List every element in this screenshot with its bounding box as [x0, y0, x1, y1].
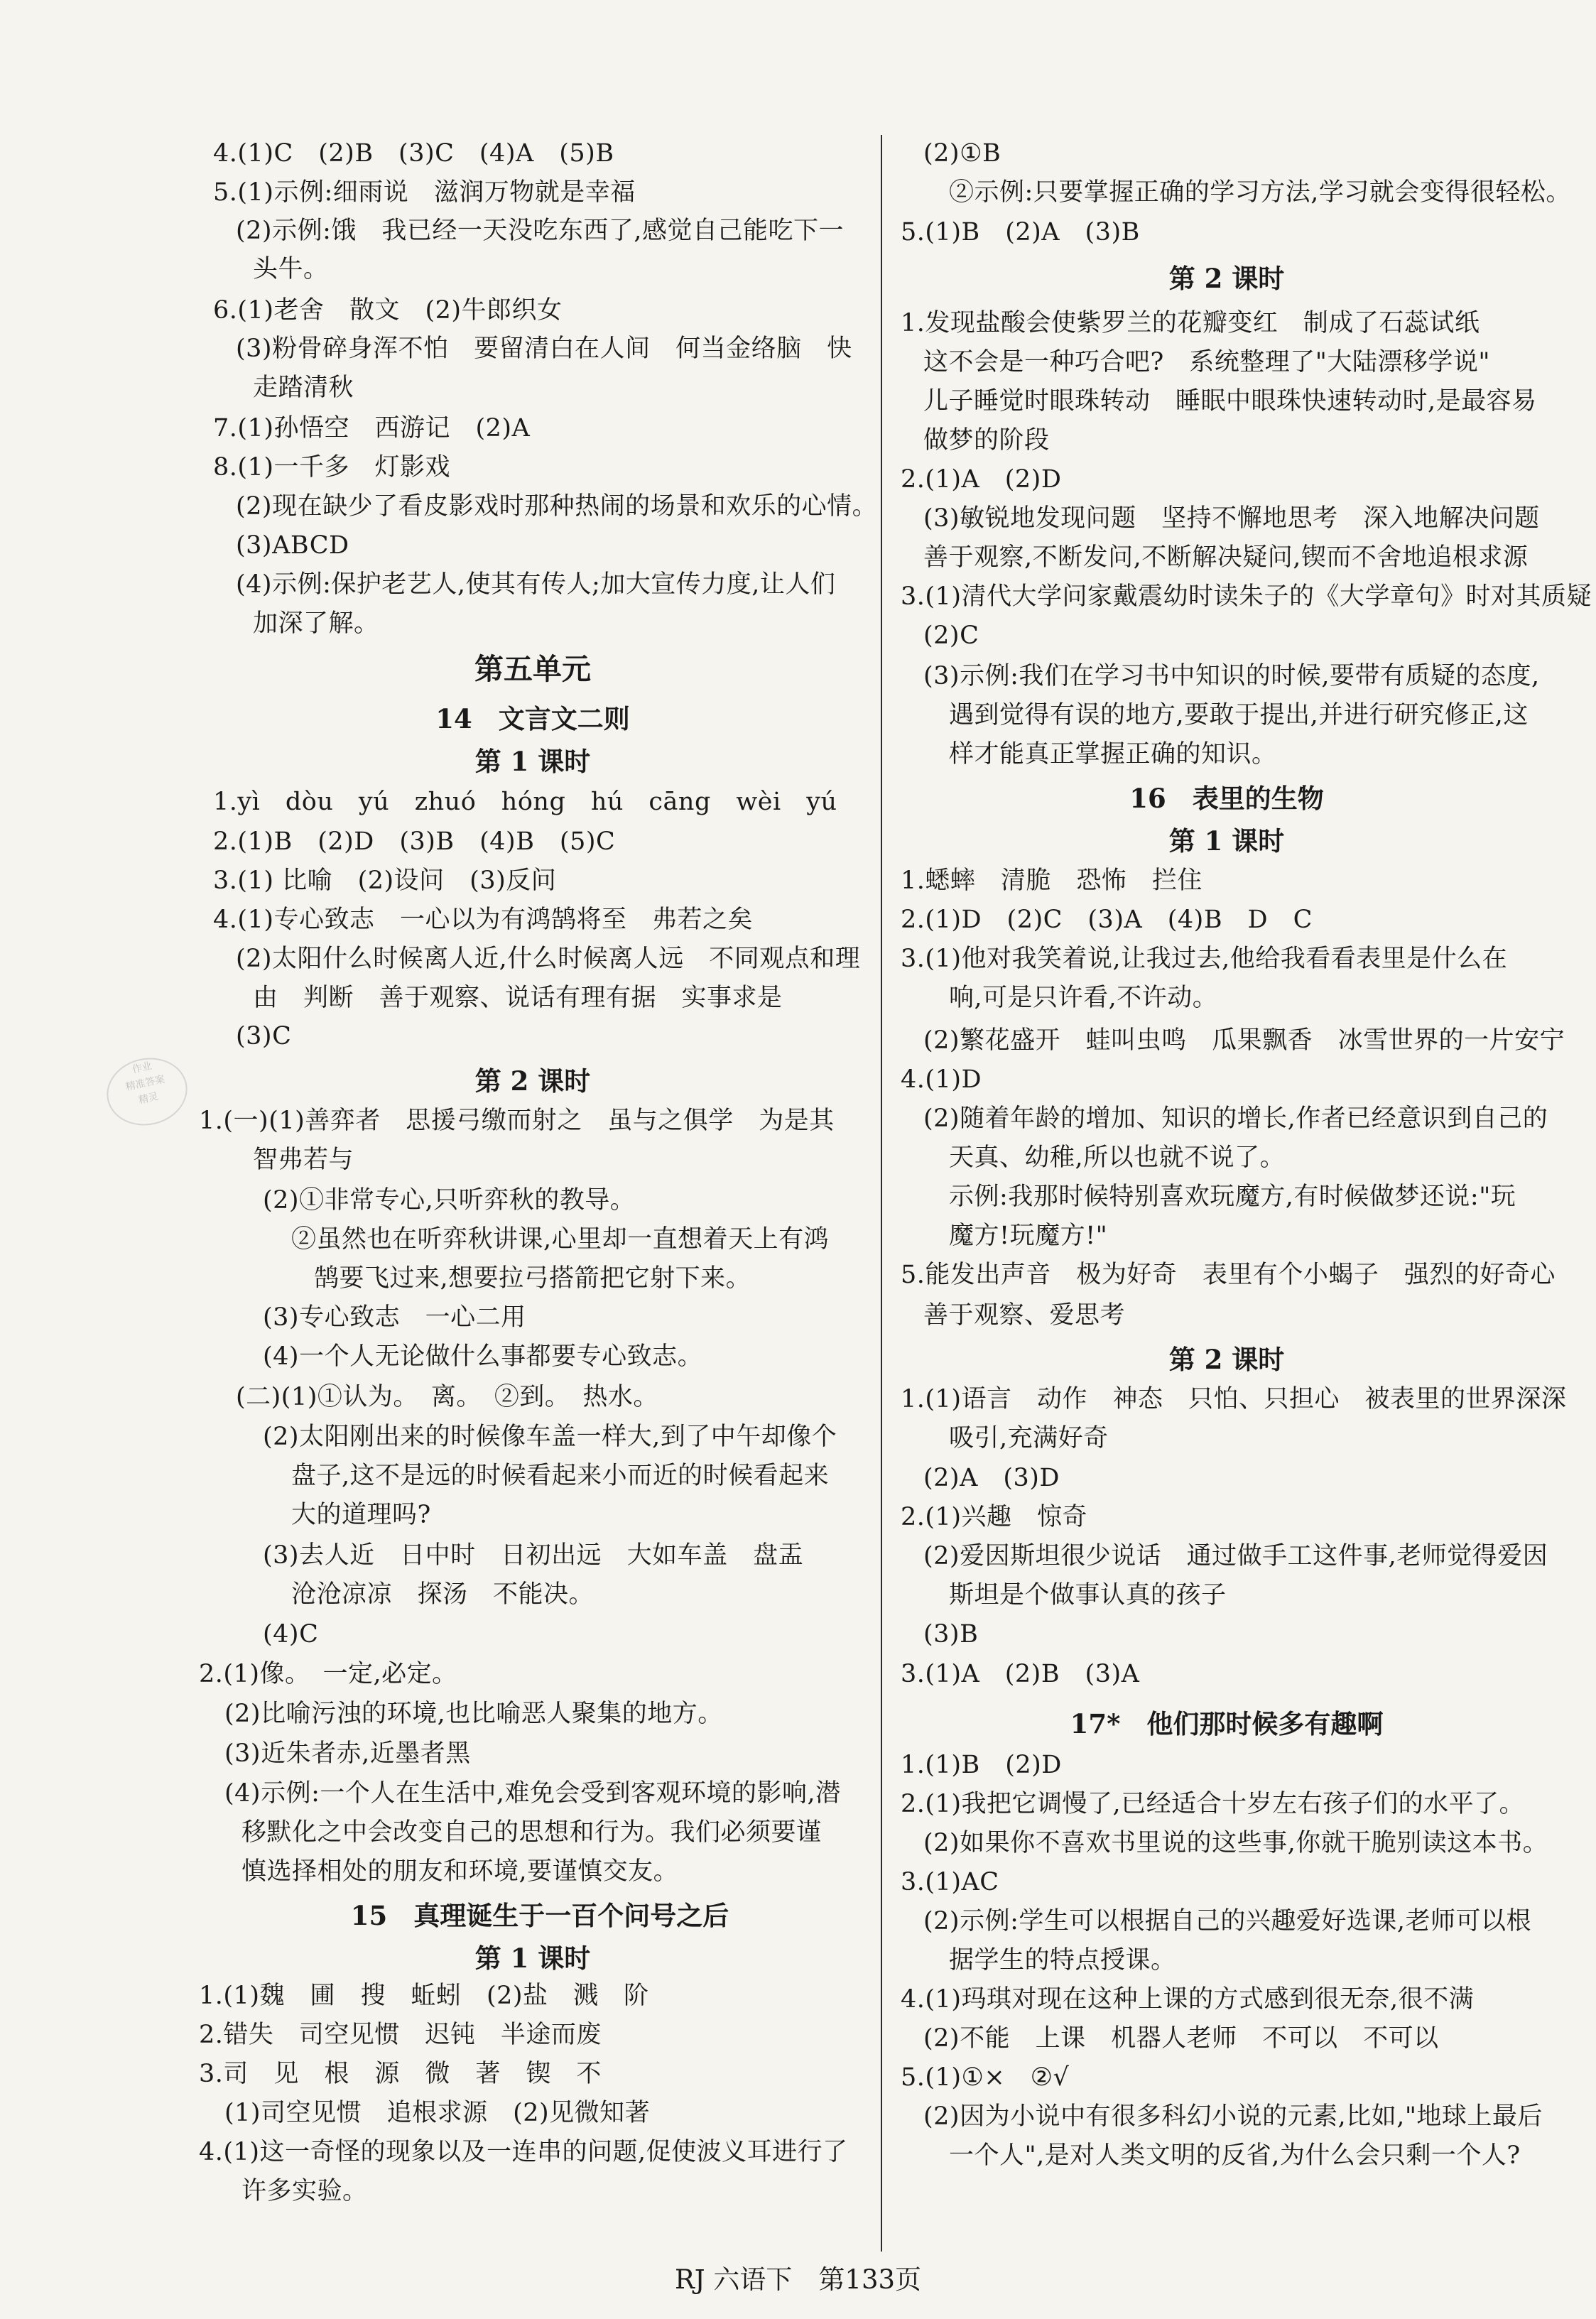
answer-line: 斯坦是个做事认真的孩子: [949, 1581, 1227, 1609]
answer-line: 1.(1)B (2)D: [901, 1751, 1062, 1779]
answer-line: (2)①非常专心,只听弈秋的教导。: [263, 1186, 636, 1215]
answer-line: 天真、幼稚,所以也就不说了。: [949, 1144, 1286, 1172]
answer-line: 鹄要飞过来,想要拉弓搭箭把它射下来。: [314, 1264, 751, 1293]
answer-line: 移默化之中会改变自己的思想和行为。我们必须要谨: [241, 1818, 822, 1847]
answer-line: (2)现在缺少了看皮影戏时那种热闹的场景和欢乐的心情。: [236, 492, 878, 521]
answer-line: ②虽然也在听弈秋讲课,心里却一直想着天上有鸿: [291, 1225, 830, 1254]
answer-line: (3)B: [923, 1620, 979, 1649]
answer-line: 4.(1)专心致志 一心以为有鸿鹄将至 弗若之矣: [213, 906, 753, 934]
stamp-line: 作业: [131, 1060, 153, 1076]
answer-line: (4)C: [263, 1620, 319, 1649]
answer-line: 盘子,这不是远的时候看起来小而近的时候看起来: [291, 1462, 830, 1490]
answer-line: 大的道理吗?: [291, 1501, 431, 1529]
stamp-line: 精灵: [137, 1091, 160, 1107]
answer-line: 4.(1)玛琪对现在这种上课的方式感到很无奈,很不满: [901, 1985, 1475, 2014]
answer-line: (3)C: [236, 1022, 292, 1050]
answer-line: 3.(1) 比喻 (2)设问 (3)反问: [213, 867, 557, 895]
answer-line: 遇到觉得有误的地方,要敢于提出,并进行研究修正,这: [949, 701, 1529, 729]
answer-line: 3.(1)A (2)B (3)A: [901, 1660, 1140, 1688]
answer-line: 6.(1)老舍 散文 (2)牛郎织女: [213, 296, 563, 325]
answer-line: 样才能真正掌握正确的知识。: [949, 740, 1277, 769]
stamp-line: 精准答案: [124, 1073, 166, 1093]
answer-line: 头牛。: [253, 255, 329, 283]
answer-line: (3)去人近 日中时 日初出远 大如车盖 盘盂: [263, 1541, 804, 1570]
answer-line: (4)示例:一个人在生活中,难免会受到客观环境的影响,潜: [224, 1779, 841, 1808]
answer-line: 2.(1)B (2)D (3)B (4)B (5)C: [213, 827, 616, 856]
answer-line: (二)(1)①认为。 离。 ②到。 热水。: [236, 1383, 658, 1411]
answer-line: (2)①B: [923, 139, 1001, 168]
answer-line: 响,可是只许看,不许动。: [949, 984, 1218, 1012]
answer-line: 2.(1)我把它调慢了,已经适合十岁左右孩子们的水平了。: [901, 1790, 1525, 1818]
column-divider: [881, 135, 882, 2252]
section-heading: 15 真理诞生于一百个问号之后: [350, 1900, 729, 1931]
section-heading: 第 2 课时: [474, 1065, 591, 1097]
answer-line: 善于观察、爱思考: [923, 1301, 1126, 1330]
answer-line: 8.(1)一千多 灯影戏: [213, 453, 450, 482]
answer-line: 5.(1)示例:细雨说 滋润万物就是幸福: [213, 178, 636, 207]
answer-line: (4)示例:保护老艺人,使其有传人;加大宣传力度,让人们: [236, 570, 836, 599]
answer-line: 1.yì dòu yú zhuó hóng hú cāng wèi yú: [213, 788, 837, 816]
answer-line: (2)爱因斯坦很少说话 通过做手工这件事,老师觉得爱因: [923, 1542, 1548, 1570]
answer-line: 儿子睡觉时眼珠转动 睡眠中眼珠快速转动时,是最容易: [923, 387, 1537, 416]
answer-line: (2)比喻污浊的环境,也比喻恶人聚集的地方。: [224, 1700, 723, 1728]
answer-line: 2.(1)像。 一定,必定。: [199, 1660, 457, 1688]
answer-line: 5.能发出声音 极为好奇 表里有个小蝎子 强烈的好奇心: [901, 1261, 1556, 1289]
answer-line: (2)因为小说中有很多科幻小说的元素,比如,"地球上最后: [923, 2102, 1543, 2131]
answer-line: (3)ABCD: [236, 531, 349, 560]
answer-line: 慎选择相处的朋友和环境,要谨慎交友。: [241, 1857, 679, 1886]
answer-line: (2)A (3)D: [923, 1464, 1060, 1492]
answer-line: (4)一个人无论做什么事都要专心致志。: [263, 1342, 703, 1371]
answer-line: (2)随着年龄的增加、知识的增长,作者已经意识到自己的: [923, 1104, 1548, 1133]
answer-line: 3.(1)他对我笑着说,让我过去,他给我看看表里是什么在: [901, 945, 1508, 973]
answer-line: 做梦的阶段: [923, 426, 1050, 455]
answer-line: (2)太阳什么时候离人近,什么时候离人远 不同观点和理: [236, 945, 861, 973]
answer-line: (3)近朱者赤,近墨者黑: [224, 1739, 471, 1768]
answer-line: 据学生的特点授课。: [949, 1946, 1176, 1975]
section-heading: 14 文言文二则: [435, 703, 630, 734]
section-heading: 第 1 课时: [474, 746, 591, 777]
answer-line: 魔方!玩魔方!": [949, 1222, 1108, 1250]
answer-line: 4.(1)这一奇怪的现象以及一连串的问题,促使波义耳进行了: [199, 2138, 848, 2166]
answer-line: 1.(1)魏 圃 搜 蚯蚓 (2)盐 溅 阶: [199, 1982, 649, 2010]
answer-line: 1.(一)(1)善弈者 思援弓缴而射之 虽与之俱学 为是其: [199, 1107, 835, 1135]
answer-line: 3.司 见 根 源 微 著 锲 不: [199, 2060, 602, 2088]
answer-line: 2.错失 司空见惯 迟钝 半途而废: [199, 2021, 602, 2049]
answer-line: (3)示例:我们在学习书中知识的时候,要带有质疑的态度,: [923, 662, 1540, 690]
unit-heading: 第五单元: [474, 652, 591, 686]
section-heading: 16 表里的生物: [1129, 783, 1324, 814]
answer-line: (2)示例:学生可以根据自己的兴趣爱好选课,老师可以根: [923, 1907, 1531, 1935]
answer-line: 走踏清秋: [253, 374, 354, 402]
answer-line: (2)示例:饿 我已经一天没吃东西了,感觉自己能吃下一: [236, 217, 844, 245]
answer-line: 沧沧凉凉 探汤 不能决。: [291, 1580, 595, 1609]
answer-line: 2.(1)兴趣 惊奇: [901, 1503, 1087, 1531]
answer-line: 2.(1)D (2)C (3)A (4)B D C: [901, 906, 1313, 934]
answer-line: (1)司空见惯 追根求源 (2)见微知著: [224, 2099, 651, 2127]
answer-line: 4.(1)D: [901, 1065, 982, 1094]
answer-line: 7.(1)孙悟空 西游记 (2)A: [213, 414, 531, 442]
answer-line: 4.(1)C (2)B (3)C (4)A (5)B: [213, 139, 614, 168]
answer-line: ②示例:只要掌握正确的学习方法,学习就会变得很轻松。: [949, 178, 1571, 207]
answer-line: 1.蟋蟀 清脆 恐怖 拦住: [901, 867, 1203, 895]
answer-line: 善于观察,不断发问,不断解决疑问,锲而不舍地追根求源: [923, 543, 1529, 572]
answer-line: 2.(1)A (2)D: [901, 465, 1062, 494]
section-heading: 第 1 课时: [1168, 825, 1285, 857]
answer-line: 3.(1)AC: [901, 1868, 999, 1896]
section-heading: 第 1 课时: [474, 1943, 591, 1974]
answer-line: 1.发现盐酸会使紫罗兰的花瓣变红 制成了石蕊试纸: [901, 309, 1480, 337]
answer-line: (2)太阳刚出来的时候像车盖一样大,到了中午却像个: [263, 1423, 837, 1451]
answer-line: 许多实验。: [241, 2177, 368, 2205]
section-heading: 17* 他们那时候多有趣啊: [1070, 1708, 1384, 1739]
answer-line: 这不会是一种巧合吧? 系统整理了"大陆漂移学说": [923, 348, 1490, 376]
page-footer: RJ 六语下 第133页: [674, 2264, 922, 2295]
answer-line: 吸引,充满好奇: [949, 1424, 1109, 1452]
answer-line: (2)不能 上课 机器人老师 不可以 不可以: [923, 2024, 1439, 2053]
answer-line: (3)专心致志 一心二用: [263, 1303, 526, 1332]
answer-line: (2)繁花盛开 蛙叫虫鸣 瓜果飘香 冰雪世界的一片安宁: [923, 1026, 1565, 1055]
answer-line: (2)C: [923, 621, 979, 650]
answer-line: 3.(1)清代大学问家戴震幼时读朱子的《大学章句》时对其质疑: [901, 582, 1592, 611]
answer-line: (3)粉骨碎身浑不怕 要留清白在人间 何当金络脑 快: [236, 335, 852, 363]
answer-line: (2)如果你不喜欢书里说的这些事,你就干脆别读这本书。: [923, 1829, 1548, 1857]
answer-line: 加深了解。: [253, 609, 379, 638]
answer-line: 一个人",是对人类文明的反省,为什么会只剩一个人?: [949, 2141, 1521, 2170]
watermark-stamp: [100, 1050, 193, 1133]
answer-line: 示例:我那时候特别喜欢玩魔方,有时候做梦还说:"玩: [949, 1183, 1516, 1211]
answer-line: 5.(1)B (2)A (3)B: [901, 218, 1140, 246]
answer-line: 由 判断 善于观察、说话有理有据 实事求是: [253, 984, 783, 1012]
section-heading: 第 2 课时: [1168, 263, 1285, 294]
answer-line: (3)敏锐地发现问题 坚持不懈地思考 深入地解决问题: [923, 504, 1540, 533]
answer-line: 5.(1)①× ②√: [901, 2063, 1070, 2092]
answer-line: 智弗若与: [253, 1146, 354, 1174]
section-heading: 第 2 课时: [1168, 1344, 1285, 1375]
answer-line: 1.(1)语言 动作 神态 只怕、只担心 被表里的世界深深: [901, 1385, 1567, 1413]
